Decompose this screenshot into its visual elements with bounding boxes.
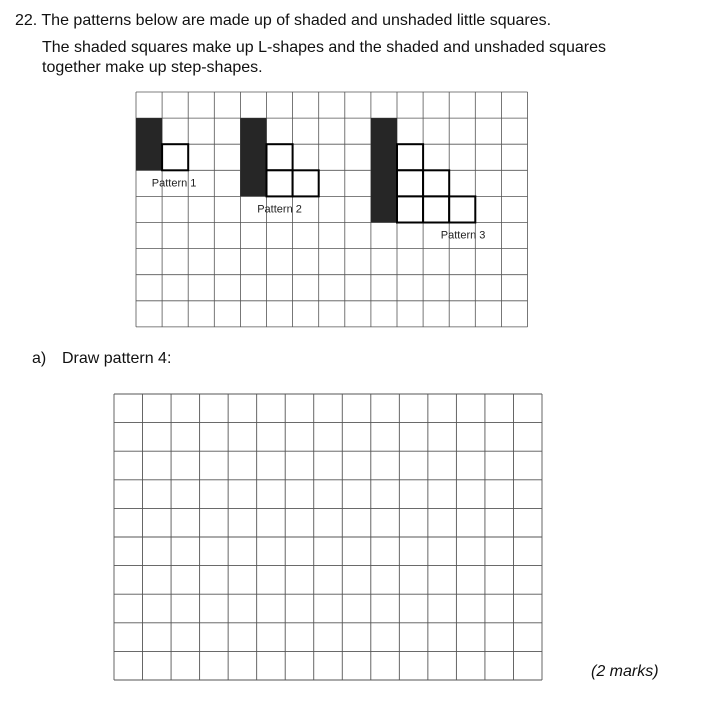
step-square [162, 144, 188, 170]
question-text-1: The patterns below are made up of shaded and unshaded little squares. [41, 12, 552, 29]
step-square [267, 144, 293, 170]
part-a-letter: a) [32, 350, 47, 367]
question-text-3: together make up step-shapes. [42, 59, 263, 76]
pattern-3 [371, 118, 486, 242]
step-square [293, 170, 319, 196]
step-square [423, 170, 449, 196]
step-square [397, 144, 423, 170]
pattern-label-2: Pattern 2 [257, 203, 302, 216]
part-a-text: Draw pattern 4: [62, 350, 172, 367]
question-text-2: The shaded squares make up L-shapes and the shaded and unshaded squares [42, 39, 606, 56]
step-square [267, 170, 293, 196]
part-a-prompt [32, 350, 171, 368]
pattern-label-1: Pattern 1 [151, 177, 197, 190]
pattern-label-3: Pattern 3 [440, 229, 486, 242]
step-square [449, 196, 475, 222]
step-square [397, 196, 423, 222]
step-square [397, 170, 423, 196]
patterns-figure [0, 0, 704, 340]
pattern-2 [240, 118, 318, 215]
pattern-1 [136, 118, 196, 189]
marks-label: (2 marks) [591, 663, 659, 680]
question-number: 22. [15, 12, 38, 29]
answer-grid-lines [114, 394, 542, 680]
step-square [423, 196, 449, 222]
